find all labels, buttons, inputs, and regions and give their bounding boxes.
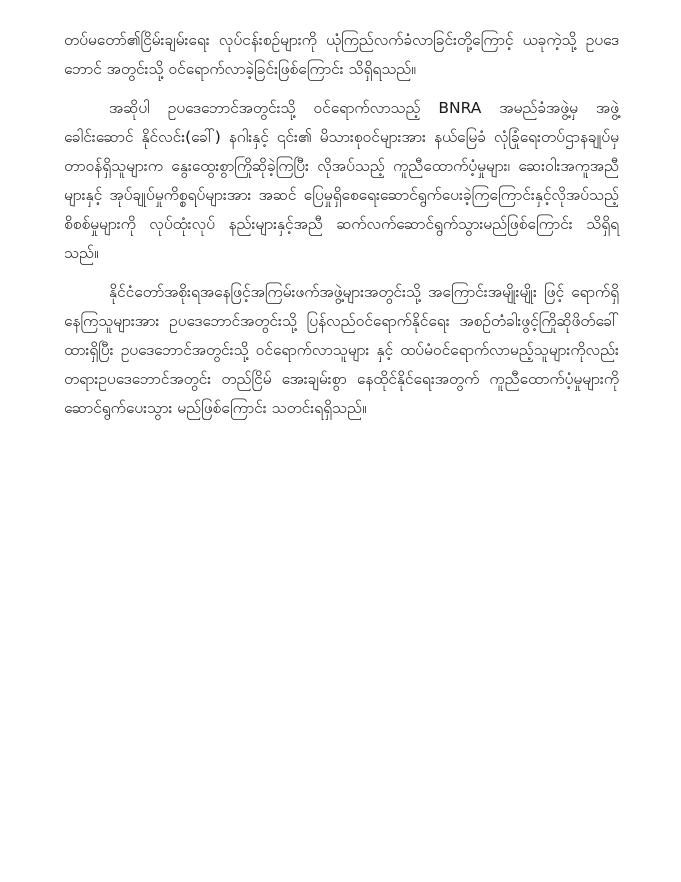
paragraph-2: အဆိုပါ ဥပဒေဘောင်အတွင်းသို့ ဝင်ရောက်လာသည့် BNRA အမည်ခံအဖွဲ့မှ အဖွဲ့ခေါင်းဆောင် နိုင်လင်း(ခေါ်) နဂါးနှင့် ၎င်း၏ မိသားစုဝင်များအား နယ်မြေခံ လုံခြုံရေးတပ်ဌာနချုပ်မှ တာဝန်ရှိသူများက နွေးထွေးစွာကြိုဆိုခဲ့ကြပြီး လိုအပ်သည့် ကူညီထောက်ပံ့မှုများ၊ ဆေးဝါးအကူအညီများနှင့် အုပ်ချုပ်မှုကိစ္စရပ်များအား အဆင် ပြေမှုရှိစေရေးဆောင်ရွက်ပေးခဲ့ကြကြောင်းနှင့်လိုအပ်သည့် စိစစ်မှုများကို လုပ်ထုံးလုပ် နည်းများနှင့်အညီ ဆက်လက်ဆောင်ရွက်သွားမည်ဖြစ်ကြောင်း သိရှိရ သည်။	[64, 99, 619, 262]
paragraph-1: တပ်မတော်၏ငြိမ်းချမ်းရေး လုပ်ငန်းစဉ်များကို ယုံကြည်လက်ခံလာခြင်းတို့ကြောင့် ယခုကဲ့သို့ ဥပဒေဘောင် အတွင်းသို့ ဝင်ရောက်လာခဲ့ခြင်းဖြစ်ကြောင်း သိရှိရသည်။	[64, 31, 619, 78]
paragraph-3: နိုင်ငံတော်အစိုးရအနေဖြင့်အကြမ်းဖက်အဖွဲ့များအတွင်းသို့ အကြောင်းအမျိုးမျိုး ဖြင့် ရောက်ရှိနေကြသူများအား ဥပဒေဘောင်အတွင်းသို့ ပြန်လည်ဝင်ရောက်နိုင်ရေး အစဉ်တံခါးဖွင့်ကြိုဆိုဖိတ်ခေါ် ထားရှိပြီး ဥပဒေဘောင်အတွင်းသို့ ဝင်ရောက်လာသူများ နှင့် ထပ်မံဝင်ရောက်လာမည့်သူများကိုလည်း တရားဥပဒေဘောင်အတွင်း တည်ငြိမ် အေးချမ်းစွာ နေထိုင်နိုင်ရေးအတွက် ကူညီထောက်ပံ့မှုများကို ဆောင်ရွက်ပေးသွား မည်ဖြစ်ကြောင်း သတင်းရရှိသည်။	[64, 283, 619, 417]
document-body	[64, 26, 619, 433]
